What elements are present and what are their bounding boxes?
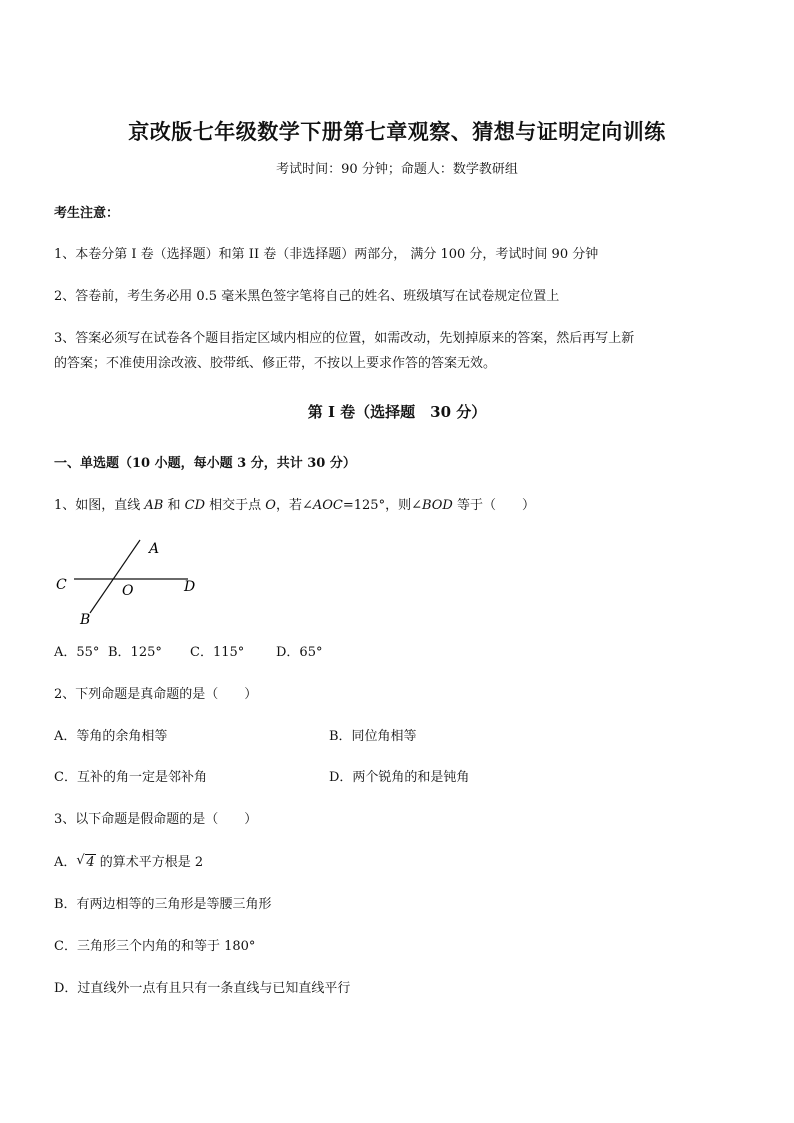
label-b: B: [80, 612, 91, 628]
stem-text: 和: [163, 498, 185, 513]
line-cd-label: CD: [184, 498, 206, 513]
question-2-stem: 2、下列命题是真命题的是（ ）: [54, 687, 258, 702]
document-title: 京改版七年级数学下册第七章观察、猜想与证明定向训练: [128, 119, 666, 144]
q2-option-c[interactable]: C．互补的角一定是邻补角: [54, 770, 207, 785]
angle-aoc-label: AOC: [312, 498, 343, 513]
q1-option-c[interactable]: C．115°: [190, 645, 245, 660]
section-title: 第 I 卷（选择题 30 分）: [307, 403, 487, 421]
notice-item-3-continued: 的答案；不准使用涂改液、胶带纸、修正带，不按以上要求作答的答案无效。: [54, 356, 497, 371]
option-text: 的算术平方根是 2: [95, 855, 204, 870]
line-ab-label: AB: [144, 498, 164, 513]
notice-item-2: 2、答卷前，考生务必用 0.5 毫米黑色签字笔将自己的姓名、班级填写在试卷规定位置上: [54, 289, 560, 304]
label-d: D: [184, 579, 196, 595]
option-letter: A．: [54, 855, 77, 870]
stem-text: ，若∠: [275, 498, 313, 513]
radicand: 4: [86, 855, 95, 870]
question-1-stem: [54, 494, 535, 513]
q2-option-b[interactable]: B．同位角相等: [329, 729, 417, 744]
q2-option-d[interactable]: D．两个锐角的和是钝角: [329, 770, 470, 785]
intersecting-lines-figure: [50, 535, 210, 630]
radical-sign-icon: √: [76, 853, 85, 868]
angle-bod-label: BOD: [421, 498, 453, 513]
stem-text: 相交于点: [205, 498, 266, 513]
notice-item-3: 3、答案必须写在试卷各个题目指定区域内相应的位置，如需改动，先划掉原来的答案，然后再写上新: [54, 331, 635, 346]
stem-text: =125°，则∠: [342, 498, 422, 513]
q1-option-d[interactable]: D．65°: [276, 645, 323, 660]
label-o: O: [122, 583, 134, 599]
line-ab: [90, 540, 140, 613]
square-root-expression: [76, 855, 95, 870]
q3-option-a[interactable]: [54, 851, 203, 870]
stem-text: 等于（ ）: [452, 498, 535, 513]
part-title: 一、单选题（10 小题，每小题 3 分，共计 30 分）: [54, 456, 356, 471]
q1-option-a[interactable]: A．55°: [54, 645, 100, 660]
label-a: A: [149, 541, 160, 557]
q3-option-c[interactable]: C．三角形三个内角的和等于 180°: [54, 939, 256, 954]
document-subtitle: 考试时间：90 分钟；命题人：数学教研组: [276, 162, 518, 177]
question-3-stem: 3、以下命题是假命题的是（ ）: [54, 812, 258, 827]
label-c: C: [56, 577, 67, 593]
stem-text: 如图，直线: [75, 498, 145, 513]
notice-item-1: 1、本卷分第 I 卷（选择题）和第 II 卷（非选择题）两部分， 满分 100 分，考试时间 90 分钟: [54, 247, 599, 262]
question-number: 1、: [54, 498, 76, 513]
q3-option-b[interactable]: B．有两边相等的三角形是等腰三角形: [54, 897, 272, 912]
point-o-label: O: [265, 498, 276, 513]
q2-option-a[interactable]: A．等角的余角相等: [54, 729, 168, 744]
q1-option-b[interactable]: B．125°: [108, 645, 162, 660]
notice-heading: 考生注意：: [54, 206, 120, 221]
q3-option-d[interactable]: D．过直线外一点有且只有一条直线与已知直线平行: [54, 981, 351, 996]
